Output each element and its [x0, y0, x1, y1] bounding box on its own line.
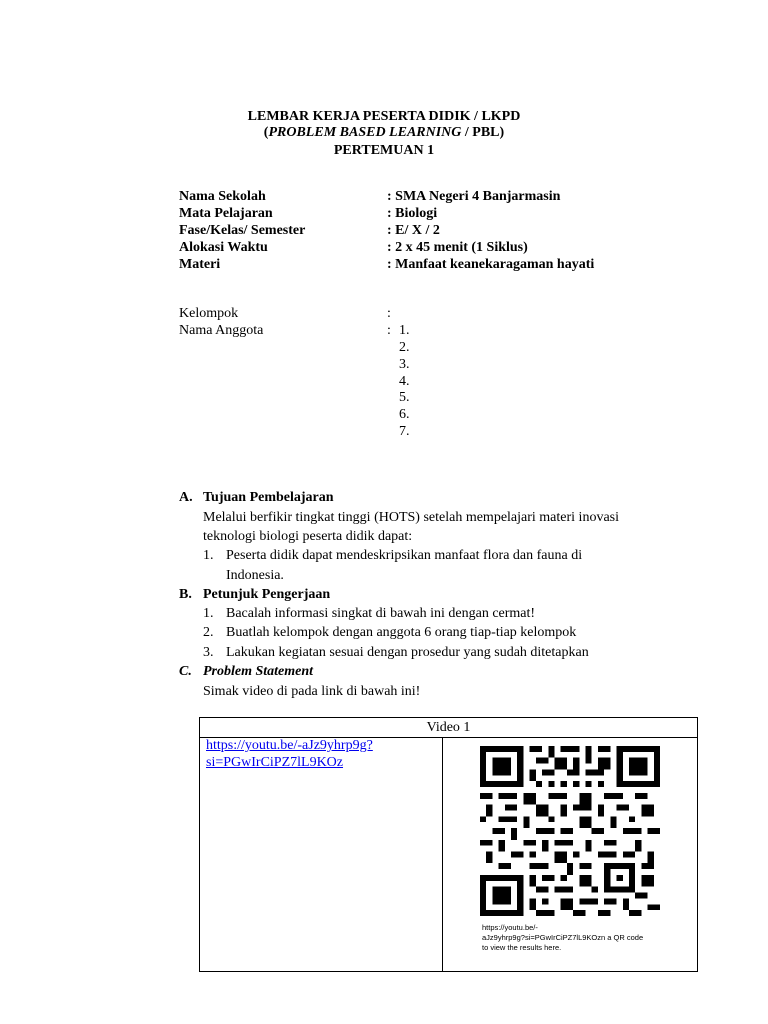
video-link[interactable]: https://youtu.be/-aJz9yhrp9g? si=PGwIrCiPZ7lL9KOz — [206, 738, 373, 770]
section-a-text: teknologi biologi peserta didik dapat: — [203, 529, 413, 544]
member-number: 3. — [399, 357, 410, 372]
video-table-divider — [442, 737, 443, 972]
member-number: 5. — [399, 390, 410, 405]
member-number: 4. — [399, 374, 410, 389]
qr-code-icon — [480, 746, 660, 916]
video-table-header: Video 1 — [200, 718, 697, 738]
doc-meeting: PERTEMUAN 1 — [333, 143, 435, 158]
section-c-title: Problem Statement — [203, 664, 314, 679]
member-number: 7. — [399, 424, 410, 439]
section-b-title: Petunjuk Pengerjaan — [203, 587, 331, 602]
section-a-text: Melalui berfikir tingkat tinggi (HOTS) setelah mempelajari materi inovasi — [203, 510, 619, 525]
section-b-marker: B. — [179, 587, 192, 602]
doc-subtitle: (PROBLEM BASED LEARNING / PBL) — [263, 125, 505, 140]
section-b-item-text: Lakukan kegiatan sesuai dengan prosedur yang sudah ditetapkan — [226, 645, 589, 660]
doc-title: LEMBAR KERJA PESERTA DIDIK / LKPD — [247, 109, 521, 124]
section-a-item-text: Peserta didik dapat mendeskripsikan manfaat flora dan fauna di — [226, 548, 583, 563]
member-number: 2. — [399, 340, 410, 355]
section-b-item-text: Buatlah kelompok dengan anggota 6 orang tiap-tiap kelompok — [226, 625, 577, 640]
section-b-item-number: 1. — [203, 606, 214, 621]
section-c-text: Simak video di pada link di bawah ini! — [203, 684, 421, 699]
section-c-marker: C. — [179, 664, 192, 679]
section-b-item-number: 2. — [203, 625, 214, 640]
member-number: 1. — [399, 323, 410, 338]
section-a-marker: A. — [179, 490, 193, 505]
section-a-item-text: Indonesia. — [226, 568, 284, 583]
section-b-item-text: Bacalah informasi singkat di bawah ini dengan cermat! — [226, 606, 536, 621]
section-b-item-number: 3. — [203, 645, 214, 660]
member-number: 6. — [399, 407, 410, 422]
section-a-item-number: 1. — [203, 548, 214, 563]
qr-caption: https://youtu.be/- aJz9yhrp9g?si=PGwIrCiPZ7lL9KOzn a QR code to view the results here. — [482, 923, 644, 952]
section-a-title: Tujuan Pembelajaran — [203, 490, 334, 505]
video-table — [199, 717, 698, 972]
